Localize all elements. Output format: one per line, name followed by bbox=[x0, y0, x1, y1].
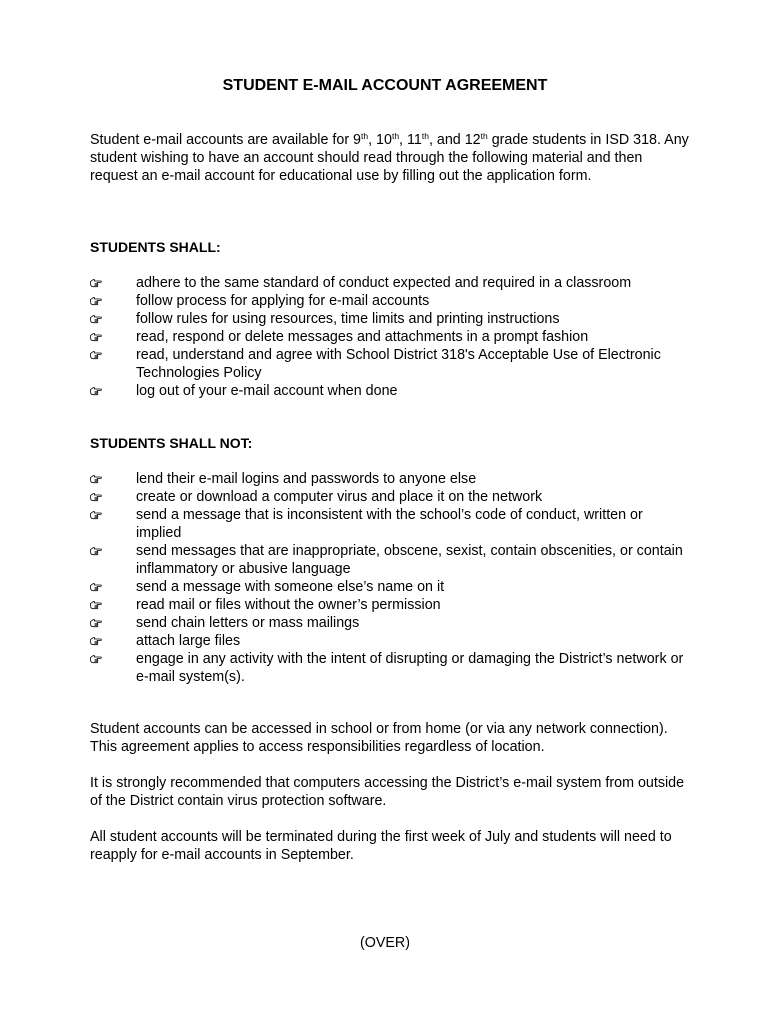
list-item-text: send a message with someone else’s name on it bbox=[136, 579, 445, 595]
list-item bbox=[90, 506, 690, 542]
pointing-hand-icon bbox=[90, 346, 104, 364]
pointing-hand-icon bbox=[90, 382, 104, 400]
pointing-hand-icon bbox=[90, 578, 104, 596]
students-shall-not-heading: STUDENTS SHALL NOT: bbox=[90, 435, 253, 451]
page-title: STUDENT E-MAIL ACCOUNT AGREEMENT bbox=[222, 77, 548, 94]
students-shall-heading: STUDENTS SHALL: bbox=[90, 239, 221, 255]
pointing-hand-icon bbox=[90, 614, 104, 632]
list-item bbox=[90, 292, 690, 310]
list-item-text: follow process for applying for e-mail accounts bbox=[136, 293, 430, 309]
list-item-text: read, respond or delete messages and attachments in a prompt fashion bbox=[136, 329, 589, 345]
intro-text-5: grade students in ISD 318. Any student wishing to have an account should read through the following material and then request an e-mail account for educational use by filling out the application form. bbox=[90, 132, 689, 184]
intro-text-1: Student e-mail accounts are available for 9 bbox=[90, 132, 361, 148]
pointing-hand-icon bbox=[90, 470, 104, 488]
pointing-hand-icon bbox=[90, 310, 104, 328]
list-item bbox=[90, 274, 690, 292]
pointing-hand-icon bbox=[90, 596, 104, 614]
list-item bbox=[90, 542, 690, 578]
page-footer: (OVER) bbox=[359, 935, 411, 951]
intro-sup-2: th bbox=[391, 131, 400, 141]
pointing-hand-icon bbox=[90, 632, 104, 650]
list-item-text: lend their e-mail logins and passwords to anyone else bbox=[136, 471, 477, 487]
intro-sup-1: th bbox=[361, 131, 369, 141]
list-item-text: send messages that are inappropriate, obscene, sexist, contain obscenities, or contain inflammatory or abusive language bbox=[136, 543, 683, 577]
pointing-hand-icon bbox=[90, 506, 104, 524]
students-shall-not-list bbox=[90, 470, 690, 686]
list-item bbox=[90, 596, 690, 614]
intro-sup-4: th bbox=[480, 131, 488, 141]
list-item bbox=[90, 650, 690, 686]
list-item bbox=[90, 632, 690, 650]
list-item bbox=[90, 614, 690, 632]
list-item-text: read, understand and agree with School District 318's Acceptable Use of Electronic Technologies Policy bbox=[136, 347, 661, 381]
list-item-text: attach large files bbox=[136, 633, 241, 649]
termination-paragraph: All student accounts will be terminated during the first week of July and students will need to reapply for e-mail accounts in September. bbox=[90, 829, 672, 863]
intro-sup-3: th bbox=[421, 131, 429, 141]
list-item bbox=[90, 382, 690, 400]
list-item-text: send chain letters or mass mailings bbox=[136, 615, 360, 631]
pointing-hand-icon bbox=[90, 542, 104, 560]
pointing-hand-icon bbox=[90, 292, 104, 310]
access-paragraph: Student accounts can be accessed in school or from home (or via any network connection). This agreement applies to access responsibilities regardless of location. bbox=[90, 721, 668, 755]
list-item-text: log out of your e-mail account when done bbox=[136, 383, 398, 399]
list-item-text: engage in any activity with the intent of disrupting or damaging the District’s network or e-mail system(s). bbox=[136, 651, 684, 685]
pointing-hand-icon bbox=[90, 274, 104, 292]
intro-text-3: , 11 bbox=[399, 132, 422, 148]
pointing-hand-icon bbox=[90, 328, 104, 346]
list-item bbox=[90, 328, 690, 346]
list-item-text: send a message that is inconsistent with the school’s code of conduct, written or implied bbox=[136, 507, 643, 541]
list-item bbox=[90, 346, 690, 382]
list-item-text: follow rules for using resources, time limits and printing instructions bbox=[136, 311, 560, 327]
intro-text-2: , 10 bbox=[368, 132, 392, 148]
list-item bbox=[90, 310, 690, 328]
pointing-hand-icon bbox=[90, 488, 104, 506]
intro-text-4: , and 12 bbox=[428, 132, 481, 148]
list-item-text: read mail or files without the owner’s permission bbox=[136, 597, 441, 613]
pointing-hand-icon bbox=[90, 650, 104, 668]
students-shall-list bbox=[90, 274, 690, 400]
list-item-text: create or download a computer virus and place it on the network bbox=[136, 489, 543, 505]
virus-protection-paragraph: It is strongly recommended that computers accessing the District’s e-mail system from outside of the District contain virus protection software. bbox=[90, 775, 685, 809]
intro-paragraph bbox=[90, 131, 690, 185]
list-item bbox=[90, 470, 690, 488]
list-item-text: adhere to the same standard of conduct expected and required in a classroom bbox=[136, 275, 632, 291]
list-item bbox=[90, 578, 690, 596]
list-item bbox=[90, 488, 690, 506]
